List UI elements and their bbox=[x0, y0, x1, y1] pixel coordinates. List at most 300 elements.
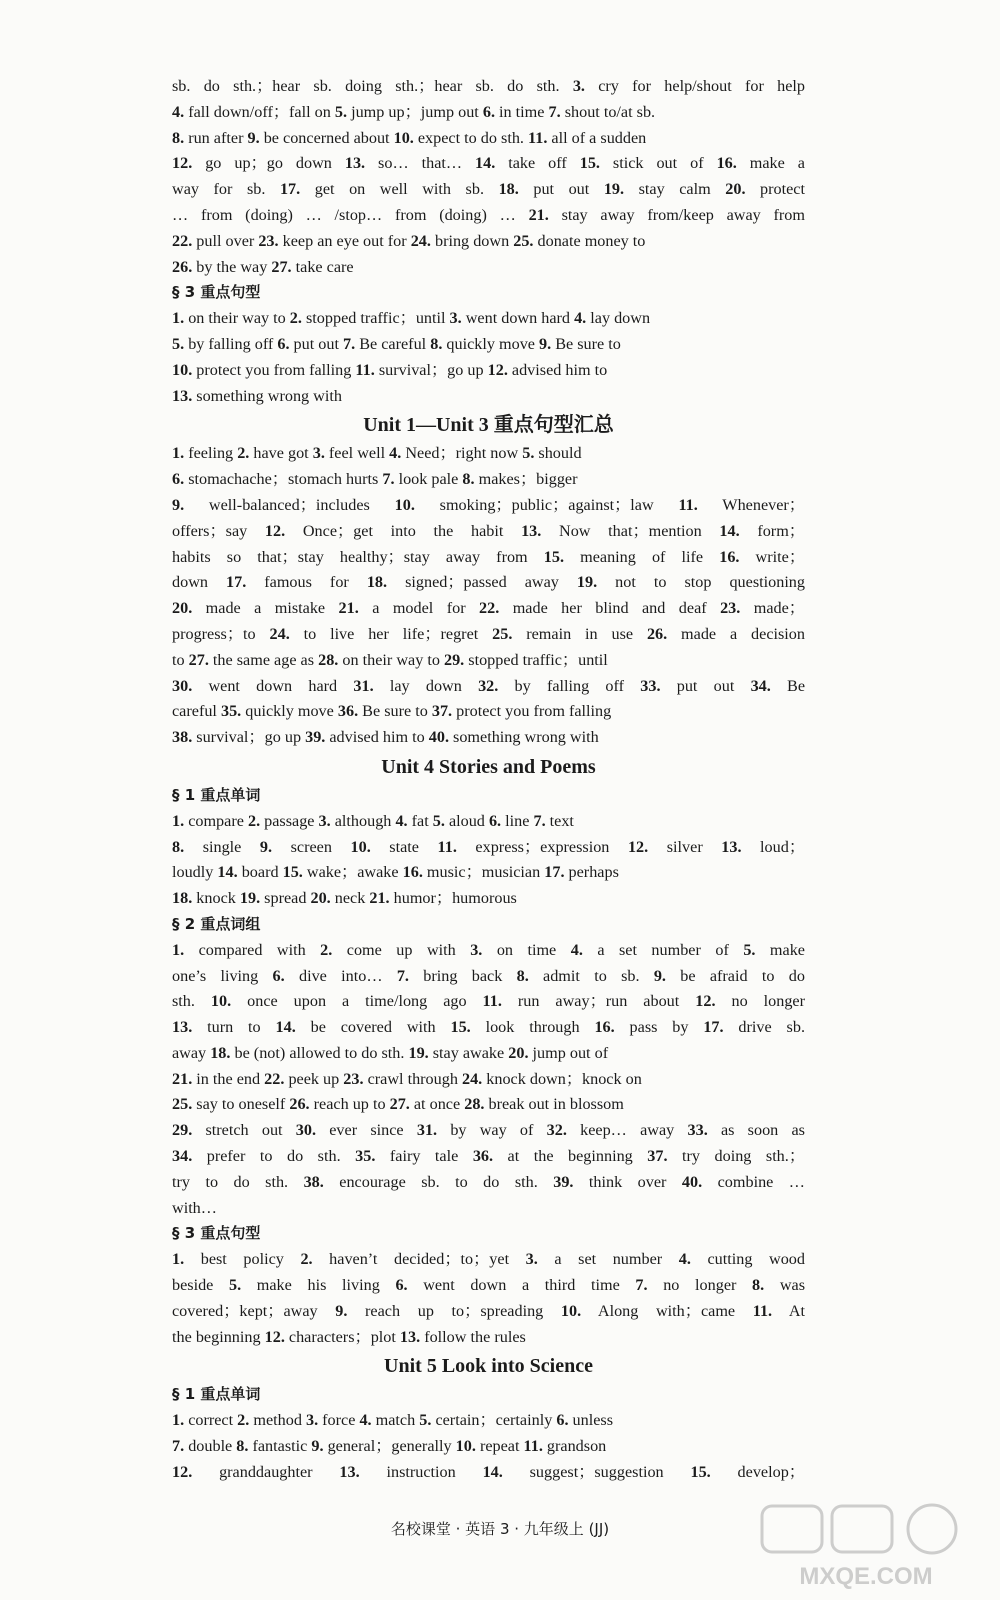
answer-text: cry for help/shout for help bbox=[584, 77, 805, 95]
item-number: 15. bbox=[282, 863, 303, 882]
answer-text: board bbox=[237, 863, 283, 882]
answer-line bbox=[172, 886, 805, 912]
item-number: 17. bbox=[703, 1018, 724, 1037]
item-number: 14. bbox=[482, 1462, 503, 1481]
item-number: 11. bbox=[355, 360, 375, 379]
item-number: 7. bbox=[172, 1437, 185, 1456]
item-number: 36. bbox=[337, 702, 359, 721]
item-number: 9. bbox=[539, 334, 552, 353]
answer-text: cutting wood bbox=[690, 1250, 805, 1269]
answer-text: characters；plot bbox=[284, 1327, 400, 1346]
item-number: 35. bbox=[220, 702, 242, 721]
answer-text: come up with bbox=[332, 940, 471, 959]
answer-line bbox=[172, 100, 805, 126]
item-number: 28. bbox=[464, 1095, 485, 1114]
item-number: 12. bbox=[172, 1462, 193, 1481]
answer-text: make bbox=[755, 940, 805, 959]
item-number: 4. bbox=[678, 1250, 691, 1269]
answer-text: put out bbox=[518, 180, 604, 199]
item-number: 19. bbox=[408, 1043, 429, 1062]
answer-text: jump out of bbox=[528, 1043, 609, 1062]
item-number: 2. bbox=[237, 444, 250, 463]
answer-text: try doing sth.； bbox=[667, 1147, 805, 1166]
answer-text: crawl through bbox=[363, 1069, 462, 1088]
answer-text: on time bbox=[482, 940, 571, 959]
item-number: 37. bbox=[431, 702, 453, 721]
answer-text: bring back bbox=[408, 966, 517, 985]
answer-text: one’s living bbox=[172, 966, 273, 985]
answer-text: Be sure to bbox=[358, 702, 432, 721]
answer-line bbox=[172, 74, 805, 100]
item-number: 20. bbox=[172, 599, 193, 618]
item-number: 26. bbox=[646, 624, 668, 643]
answer-line bbox=[172, 1170, 805, 1196]
answer-text: unless bbox=[568, 1411, 613, 1430]
item-number: 13. bbox=[344, 154, 366, 173]
item-number: 24. bbox=[461, 1069, 483, 1088]
answer-text: be covered with bbox=[295, 1018, 451, 1037]
item-number: 37. bbox=[647, 1147, 668, 1166]
item-number: 31. bbox=[416, 1121, 438, 1140]
item-number: 5. bbox=[522, 444, 535, 463]
answer-line bbox=[172, 1196, 805, 1222]
item-number: 25. bbox=[513, 231, 534, 250]
item-number: 4. bbox=[395, 811, 408, 830]
answer-text: fat bbox=[407, 811, 433, 830]
answer-text: something wrong with bbox=[448, 728, 599, 747]
answer-text: away bbox=[172, 1043, 211, 1062]
item-number: 11. bbox=[482, 992, 502, 1011]
item-number: 9. bbox=[247, 128, 260, 147]
item-number: 21. bbox=[172, 1069, 193, 1088]
item-number: 16. bbox=[716, 154, 737, 173]
answer-text: repeat bbox=[475, 1437, 524, 1456]
unit-heading: Unit 5 Look into Science bbox=[384, 1355, 593, 1378]
answer-text: advised him to bbox=[325, 728, 429, 747]
item-number: 40. bbox=[428, 728, 449, 747]
unit-heading: Unit 1—Unit 3 重点句型汇总 bbox=[363, 414, 614, 437]
answer-text: well-balanced；includes bbox=[184, 495, 395, 514]
item-number: 15. bbox=[450, 1018, 471, 1037]
item-number: 23. bbox=[343, 1069, 364, 1088]
item-number: 28. bbox=[318, 650, 339, 669]
answer-line bbox=[172, 467, 805, 493]
item-number: 24. bbox=[410, 231, 431, 250]
answer-line bbox=[172, 384, 805, 410]
item-number: 1. bbox=[172, 444, 185, 463]
section-heading: § 3 重点句型 bbox=[172, 283, 261, 302]
answer-text: pull over bbox=[192, 231, 259, 250]
answer-text: fantastic bbox=[248, 1437, 312, 1456]
item-number: 1. bbox=[172, 1411, 185, 1430]
answer-text: run away；run about bbox=[501, 992, 696, 1011]
answer-text: the beginning bbox=[172, 1327, 265, 1346]
answer-text: careful bbox=[172, 702, 221, 721]
unit-heading: Unit 4 Stories and Poems bbox=[381, 755, 596, 778]
answer-line bbox=[172, 622, 805, 648]
answer-line bbox=[172, 545, 805, 571]
answer-text: made a mistake bbox=[192, 599, 339, 618]
answer-text: expect to do sth. bbox=[413, 128, 529, 147]
answer-line bbox=[172, 1247, 805, 1273]
answer-line bbox=[172, 596, 805, 622]
item-number: 4. bbox=[570, 940, 583, 959]
answer-text: Whenever； bbox=[697, 495, 805, 514]
answer-text: survival；go up bbox=[192, 728, 306, 747]
item-number: 10. bbox=[560, 1301, 582, 1320]
answer-text: make his living bbox=[241, 1276, 396, 1295]
item-number: 16. bbox=[594, 1018, 615, 1037]
answer-text: in time bbox=[495, 102, 549, 121]
answer-text: on their way to bbox=[184, 309, 290, 328]
answer-text: match bbox=[371, 1411, 420, 1430]
item-number: 17. bbox=[279, 180, 301, 199]
answer-text: Be sure to bbox=[551, 334, 621, 353]
answer-text: habits so that；stay healthy；stay away from bbox=[172, 547, 544, 566]
answer-text: smoking；public；against；law bbox=[414, 495, 679, 514]
answer-text: protect you from falling bbox=[452, 702, 612, 721]
answer-text: combine … bbox=[702, 1172, 805, 1191]
item-number: 21. bbox=[528, 205, 549, 224]
answer-text: text bbox=[545, 811, 574, 830]
answer-text: to bbox=[172, 650, 189, 669]
answer-text: At bbox=[772, 1301, 805, 1320]
answer-text: at the beginning bbox=[493, 1147, 648, 1166]
answer-line bbox=[172, 1299, 805, 1325]
answer-text: keep an eye out for bbox=[278, 231, 411, 250]
answer-line bbox=[172, 809, 805, 835]
answer-text: double bbox=[184, 1437, 237, 1456]
answer-line bbox=[172, 229, 805, 255]
item-number: 9. bbox=[653, 966, 666, 985]
answer-text: fall down/off；fall on bbox=[184, 102, 335, 121]
watermark-shape-2 bbox=[832, 1506, 892, 1552]
item-number: 39. bbox=[305, 728, 326, 747]
answer-line bbox=[172, 1092, 805, 1118]
item-number: 17. bbox=[226, 573, 247, 592]
watermark-shape-1 bbox=[762, 1506, 822, 1552]
answer-text: compare bbox=[184, 811, 248, 830]
answer-text: be concerned about bbox=[259, 128, 394, 147]
answer-text: fairy tale bbox=[375, 1147, 473, 1166]
answer-text: a set number of bbox=[582, 940, 744, 959]
item-number: 12. bbox=[264, 521, 286, 540]
answer-text: shout to/at sb. bbox=[560, 102, 656, 121]
answer-text: went down a third time bbox=[407, 1276, 636, 1295]
answer-text: makes；bigger bbox=[474, 470, 578, 489]
answer-text: reach up to；spreading bbox=[347, 1301, 561, 1320]
answer-line bbox=[172, 306, 805, 332]
answer-text: progress；to bbox=[172, 624, 270, 643]
section-heading: § 2 重点词组 bbox=[172, 914, 261, 933]
watermark-shape-3 bbox=[908, 1505, 956, 1553]
answer-text: jump up；jump out bbox=[347, 102, 483, 121]
answer-line bbox=[172, 332, 805, 358]
item-number: 33. bbox=[640, 676, 661, 695]
answer-line bbox=[172, 1273, 805, 1299]
item-number: 8. bbox=[516, 966, 529, 985]
item-number: 13. bbox=[521, 521, 542, 540]
item-number: 5. bbox=[172, 334, 185, 353]
item-number: 13. bbox=[399, 1327, 421, 1346]
answer-text: go up；go down bbox=[192, 154, 345, 173]
answer-text: so… that… bbox=[365, 154, 476, 173]
item-number: 10. bbox=[210, 992, 232, 1011]
answer-text: music；musician bbox=[422, 863, 545, 882]
item-number: 1. bbox=[172, 1250, 185, 1269]
item-number: 30. bbox=[295, 1121, 317, 1140]
answer-text: best policy bbox=[184, 1250, 301, 1269]
item-number: 12. bbox=[695, 992, 716, 1011]
item-number: 2. bbox=[320, 940, 333, 959]
item-number: 6. bbox=[395, 1276, 408, 1295]
answer-text: stopped traffic；until bbox=[301, 309, 450, 328]
answer-text: Now that；mention bbox=[541, 521, 720, 540]
answer-line bbox=[172, 570, 805, 596]
answer-text: by the way bbox=[192, 257, 272, 276]
answer-line bbox=[172, 835, 805, 861]
item-number: 15. bbox=[690, 1462, 711, 1481]
answer-line bbox=[172, 203, 805, 229]
answer-text: peek up bbox=[284, 1069, 344, 1088]
answer-text: made her blind and deaf bbox=[499, 599, 721, 618]
answer-text: line bbox=[501, 811, 534, 830]
item-number: 5. bbox=[419, 1411, 432, 1430]
answer-text: wake；awake bbox=[302, 863, 403, 882]
item-number: 6. bbox=[272, 966, 285, 985]
answer-text: feel well bbox=[324, 444, 390, 463]
answer-text: develop； bbox=[710, 1462, 805, 1481]
item-number: 13. bbox=[721, 837, 742, 856]
item-number: 18. bbox=[498, 180, 519, 199]
answer-text: stay away from/keep away from bbox=[548, 205, 805, 224]
item-number: 13. bbox=[339, 1462, 360, 1481]
answer-text: neck bbox=[330, 889, 370, 908]
answer-text: have got bbox=[249, 444, 313, 463]
answer-text: with… bbox=[172, 1198, 217, 1217]
item-number: 15. bbox=[579, 154, 600, 173]
item-number: 4. bbox=[574, 309, 587, 328]
item-number: 10. bbox=[455, 1437, 476, 1456]
answer-line bbox=[172, 860, 805, 886]
answer-text: although bbox=[330, 811, 396, 830]
item-number: 34. bbox=[750, 676, 771, 695]
item-number: 10. bbox=[350, 837, 371, 856]
answer-text: at once bbox=[409, 1095, 465, 1114]
item-number: 15. bbox=[543, 547, 564, 566]
answer-line bbox=[172, 358, 805, 384]
answer-line bbox=[172, 964, 805, 990]
answer-text: be (not) allowed to do sth. bbox=[230, 1043, 409, 1062]
answer-text: not to stop questioning bbox=[597, 573, 805, 592]
answer-text: feeling bbox=[184, 444, 238, 463]
answer-text: be afraid to do bbox=[665, 966, 805, 985]
item-number: 9. bbox=[335, 1301, 348, 1320]
answer-text: silver bbox=[648, 837, 722, 856]
answer-text: to live her life；regret bbox=[289, 624, 493, 643]
answer-text: put out bbox=[289, 334, 344, 353]
answer-text: method bbox=[249, 1411, 306, 1430]
item-number: 9. bbox=[311, 1437, 324, 1456]
item-number: 40. bbox=[681, 1172, 703, 1191]
answer-line bbox=[172, 255, 805, 281]
item-number: 24. bbox=[269, 624, 290, 643]
item-number: 8. bbox=[430, 334, 443, 353]
item-number: 16. bbox=[402, 863, 423, 882]
answer-line bbox=[172, 493, 805, 519]
item-number: 2. bbox=[289, 309, 302, 328]
item-number: 2. bbox=[237, 1411, 250, 1430]
answer-line bbox=[172, 177, 805, 203]
answer-text: state bbox=[370, 837, 438, 856]
answer-text: encourage sb. to do sth. bbox=[323, 1172, 554, 1191]
item-number: 4. bbox=[172, 102, 185, 121]
answer-text: general；generally bbox=[323, 1437, 456, 1456]
answer-text: remain in use bbox=[512, 624, 647, 643]
answer-text: Once；get into the habit bbox=[285, 521, 522, 540]
item-number: 11. bbox=[752, 1301, 773, 1320]
item-number: 18. bbox=[172, 889, 193, 908]
item-number: 8. bbox=[236, 1437, 249, 1456]
item-number: 34. bbox=[172, 1147, 193, 1166]
item-number: 20. bbox=[310, 889, 331, 908]
section-heading: § 1 重点单词 bbox=[172, 785, 261, 804]
section-heading: § 1 重点单词 bbox=[172, 1385, 261, 1404]
answer-text: signed；passed away bbox=[387, 573, 577, 592]
answer-line bbox=[172, 1067, 805, 1093]
answer-text: no longer bbox=[715, 992, 805, 1011]
answer-line bbox=[172, 1118, 805, 1144]
item-number: 39. bbox=[553, 1172, 574, 1191]
answer-text: ever since bbox=[316, 1121, 417, 1140]
item-number: 9. bbox=[259, 837, 273, 856]
answer-line bbox=[172, 725, 805, 751]
answer-text: Be careful bbox=[355, 334, 431, 353]
item-number: 13. bbox=[172, 1018, 193, 1037]
answer-text: humor；humorous bbox=[389, 889, 517, 908]
answer-text: look through bbox=[470, 1018, 595, 1037]
answer-line bbox=[172, 151, 805, 177]
item-number: 25. bbox=[492, 624, 513, 643]
answer-text: as soon as bbox=[707, 1121, 805, 1140]
answer-line bbox=[172, 1325, 805, 1351]
answer-text: quickly move bbox=[442, 334, 540, 353]
answer-text: by falling off bbox=[498, 676, 641, 695]
answer-line bbox=[172, 1041, 805, 1067]
answer-text: pass by bbox=[614, 1018, 704, 1037]
answer-text: Be bbox=[770, 676, 805, 695]
item-number: 8. bbox=[172, 128, 185, 147]
answer-text: bring down bbox=[430, 231, 514, 250]
answer-text: take off bbox=[495, 154, 580, 173]
item-number: 8. bbox=[752, 1276, 765, 1295]
answer-text: admit to sb. bbox=[528, 966, 654, 985]
answer-text: survival；go up bbox=[374, 360, 488, 379]
answer-text: stick out of bbox=[599, 154, 717, 173]
answer-text: put out bbox=[660, 676, 751, 695]
item-number: 12. bbox=[172, 154, 193, 173]
answer-line bbox=[172, 648, 805, 674]
answer-line bbox=[172, 1460, 805, 1486]
item-number: 5. bbox=[743, 940, 756, 959]
item-number: 27. bbox=[389, 1095, 410, 1114]
answer-text: turn to bbox=[192, 1018, 276, 1037]
item-number: 21. bbox=[338, 599, 359, 618]
item-number: 18. bbox=[210, 1043, 231, 1062]
answer-text: make a bbox=[736, 154, 805, 173]
page-footer: 名校课堂 · 英语 3 · 九年级上 (JJ) bbox=[390, 1520, 610, 1538]
answer-text: spread bbox=[260, 889, 311, 908]
item-number: 21. bbox=[369, 889, 390, 908]
answer-text: went down hard bbox=[192, 676, 354, 695]
item-number: 3. bbox=[525, 1250, 538, 1269]
item-number: 1. bbox=[172, 940, 185, 959]
item-number: 7. bbox=[635, 1276, 648, 1295]
answer-text: by way of bbox=[437, 1121, 547, 1140]
item-number: 3. bbox=[312, 444, 325, 463]
item-number: 3. bbox=[572, 77, 585, 95]
answer-text: the same age as bbox=[208, 650, 319, 669]
answer-text: loudly bbox=[172, 863, 218, 882]
answer-text: in the end bbox=[192, 1069, 265, 1088]
answer-text: advised him to bbox=[507, 360, 608, 379]
answer-line bbox=[172, 1015, 805, 1041]
answer-text: say to oneself bbox=[192, 1095, 290, 1114]
answer-text: something wrong with bbox=[192, 386, 342, 405]
item-number: 25. bbox=[172, 1095, 193, 1114]
answer-text: express；expression bbox=[456, 837, 628, 856]
answer-page bbox=[172, 74, 805, 1486]
answer-text: was bbox=[764, 1276, 805, 1295]
answer-text: granddaughter bbox=[192, 1462, 340, 1481]
item-number: 38. bbox=[303, 1172, 324, 1191]
item-number: 6. bbox=[172, 470, 185, 489]
item-number: 7. bbox=[548, 102, 561, 121]
answer-text: suggest；suggestion bbox=[502, 1462, 691, 1481]
answer-text: loud； bbox=[741, 837, 805, 856]
item-number: 7. bbox=[343, 334, 356, 353]
answer-text: covered；kept；away bbox=[172, 1301, 336, 1320]
answer-text: passage bbox=[260, 811, 319, 830]
item-number: 23. bbox=[258, 231, 279, 250]
item-number: 11. bbox=[437, 837, 457, 856]
item-number: 12. bbox=[627, 837, 649, 856]
answer-text: dive into… bbox=[284, 966, 397, 985]
answer-line bbox=[172, 1408, 805, 1434]
item-number: 20. bbox=[508, 1043, 529, 1062]
item-number: 3. bbox=[318, 811, 331, 830]
answer-text: made； bbox=[740, 599, 805, 618]
answer-line bbox=[172, 126, 805, 152]
answer-text: quickly move bbox=[241, 702, 338, 721]
answer-text: screen bbox=[272, 837, 351, 856]
item-number: 1. bbox=[172, 811, 185, 830]
item-number: 10. bbox=[393, 128, 414, 147]
answer-text: on their way to bbox=[338, 650, 444, 669]
watermark-logo bbox=[756, 1502, 976, 1592]
item-number: 14. bbox=[217, 863, 238, 882]
answer-text: lay down bbox=[373, 676, 479, 695]
item-number: 31. bbox=[353, 676, 374, 695]
item-number: 32. bbox=[478, 676, 499, 695]
item-number: 2. bbox=[300, 1250, 313, 1269]
answer-text: donate money to bbox=[533, 231, 646, 250]
answer-text: correct bbox=[184, 1411, 238, 1430]
item-number: 10. bbox=[172, 360, 193, 379]
answer-text: way for sb. bbox=[172, 180, 280, 199]
item-number: 5. bbox=[432, 811, 445, 830]
answer-text: look pale bbox=[394, 470, 463, 489]
